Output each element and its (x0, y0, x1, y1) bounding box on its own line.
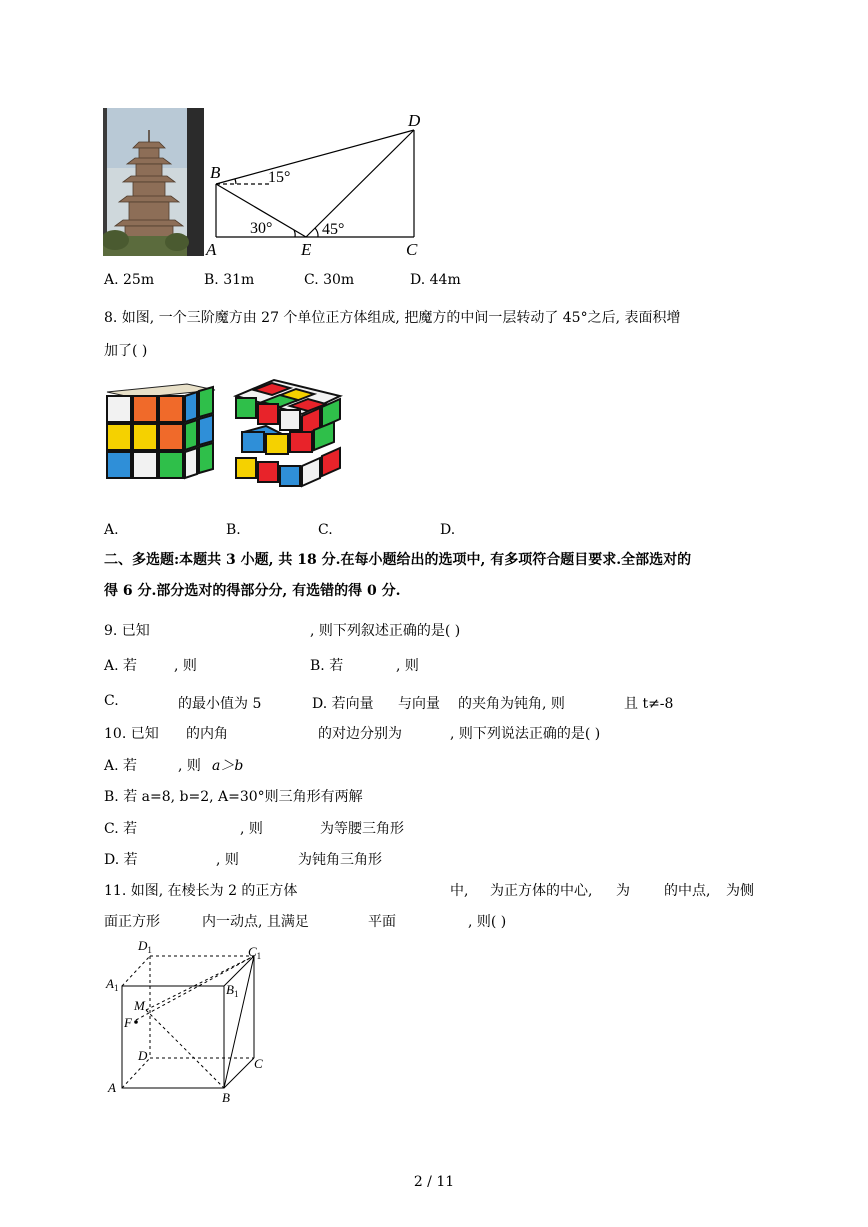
geometry-diagram (204, 106, 434, 264)
q8-option-b: B. (226, 522, 241, 538)
label-C1: $C_1$ (248, 944, 262, 961)
q7-option-a: A. 25m (104, 272, 155, 288)
label-C: C (254, 1056, 263, 1071)
q10-option-a: A. 若 , 则 a＞b (104, 758, 244, 774)
label-E: E (301, 240, 312, 259)
q7-option-b: B. 31m (204, 272, 255, 288)
q10-stem: 10. 已知 的内角 的对边分别为 , 则下列说法正确的是( ) (104, 726, 601, 742)
q8-option-a: A. (104, 522, 119, 538)
label-D: D (408, 111, 421, 130)
q8-text-line1: 8. 如图, 一个三阶魔方由 27 个单位正方体组成, 把魔方的中间一层转动了 45°之后, 表面积增 (104, 310, 681, 326)
rubiks-cube-image (103, 378, 217, 488)
label-A: A (108, 1080, 116, 1095)
q9-options-cd: C. 的最小值为 5 D. 若向量 与向量 的夹角为钝角, 则 且 t≠-8 (104, 693, 674, 712)
label-B: B (210, 163, 221, 182)
q9-stem: 9. 已知 , 则下列叙述正确的是( ) (104, 623, 461, 639)
label-C: C (406, 240, 418, 259)
label-B: B (222, 1090, 230, 1105)
section2-heading-line2: 得 6 分.部分选对的得部分分, 有选错的得 0 分. (104, 583, 401, 599)
q7-option-c: C. 30m (304, 272, 355, 288)
cube-diagram (104, 936, 274, 1108)
pagoda-photo (103, 108, 204, 256)
angle-15: 15° (268, 169, 291, 186)
angle-30: 30° (250, 220, 273, 237)
q11-line2: 面正方形 内一动点, 且满足 平面 , 则( ) (104, 914, 507, 930)
label-A1: $A_1$ (106, 976, 119, 993)
q8-text-line2: 加了( ) (104, 343, 148, 359)
q11-line1: 11. 如图, 在棱长为 2 的正方体 中, 为正方体的中心, 为 的中点, 为侧 (104, 883, 754, 899)
label-A: A (206, 240, 217, 259)
label-D1: $D_1$ (138, 938, 152, 955)
q8-options (104, 522, 456, 538)
q8-option-d: D. (440, 522, 456, 538)
label-D: D (138, 1048, 148, 1063)
label-B1: $B_1$ (226, 982, 239, 999)
q10-option-d: D. 若 , 则 为钝角三角形 (104, 852, 382, 868)
q10-option-c: C. 若 , 则 为等腰三角形 (104, 821, 404, 837)
q8-option-c: C. (318, 522, 333, 538)
twisted-rubiks-cube-image (232, 374, 346, 492)
page-number: 2 / 11 (413, 1174, 455, 1190)
q10-option-b: B. 若 a=8, b=2, A=30°则三角形有两解 (104, 789, 363, 805)
q7-options (104, 272, 461, 288)
angle-45: 45° (322, 221, 345, 238)
label-F: F (124, 1015, 132, 1030)
section2-heading-line1: 二、多选题:本题共 3 小题, 共 18 分.在每小题给出的选项中, 有多项符合题目要求.全部选对的 (104, 552, 692, 568)
label-M: M (134, 998, 145, 1013)
q9-options-ab: A. 若 , 则 B. 若 , 则 (104, 658, 419, 674)
q7-option-d: D. 44m (410, 272, 461, 288)
